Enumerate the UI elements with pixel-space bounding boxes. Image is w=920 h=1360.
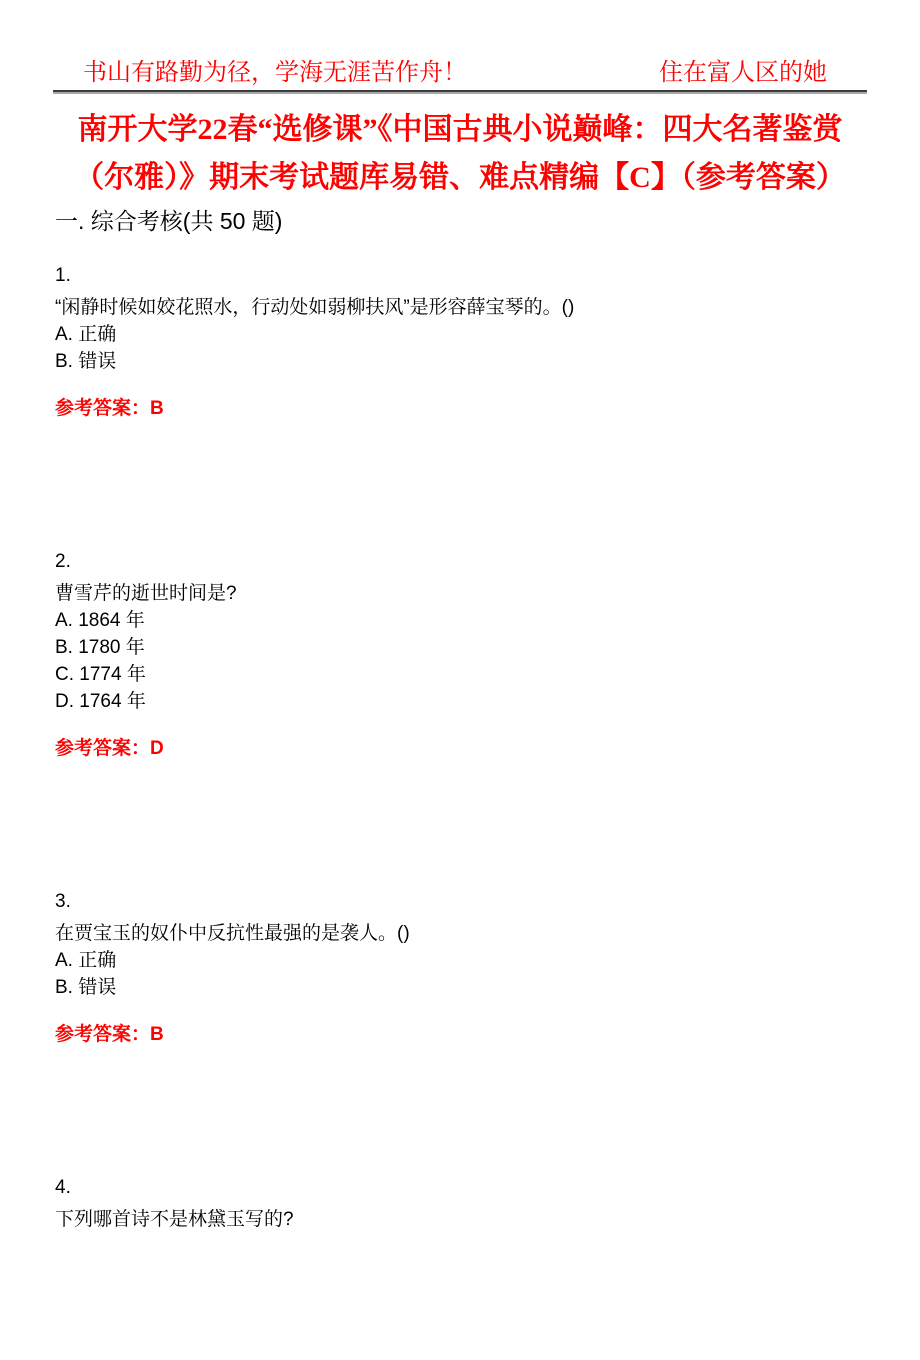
option-item: A. 1864 年 [55, 610, 145, 631]
question-text: 曹雪芹的逝世时间是? [55, 583, 237, 604]
option-item: D. 1764 年 [55, 691, 146, 712]
header-account: 住在富人区的她 [659, 60, 827, 86]
question-text: 在贾宝玉的奴仆中反抗性最强的是袭人。() [55, 923, 410, 944]
answer-text: 参考答案：B [55, 1024, 164, 1045]
header-motto: 书山有路勤为径，学海无涯苦作舟！ [83, 60, 467, 86]
question-block [55, 888, 865, 1048]
section-heading: 一. 综合考核(共 50 题) [55, 208, 283, 234]
document-page [0, 58, 920, 1360]
page-header [53, 58, 867, 94]
option-item: B. 1780 年 [55, 637, 145, 658]
question-list [55, 262, 865, 1233]
question-block [55, 548, 865, 762]
answer-text: 参考答案：B [55, 398, 164, 419]
question-block [55, 1174, 865, 1233]
option-list [55, 947, 865, 1001]
question-number: 3. [55, 891, 71, 912]
question-block [55, 262, 865, 422]
question-text: 下列哪首诗不是林黛玉写的? [55, 1209, 294, 1230]
header-row [53, 58, 867, 90]
question-text: “闲静时候如姣花照水，行动处如弱柳扶风”是形容薛宝琴的。() [55, 297, 575, 318]
option-list [55, 607, 865, 715]
option-item: A. 正确 [55, 950, 117, 971]
header-divider [53, 90, 867, 94]
option-item: A. 正确 [55, 324, 117, 345]
option-item: C. 1774 年 [55, 664, 146, 685]
question-number: 1. [55, 265, 71, 286]
answer-text: 参考答案：D [55, 738, 164, 759]
question-number: 4. [55, 1177, 71, 1198]
question-number: 2. [55, 551, 71, 572]
option-item: B. 错误 [55, 977, 117, 998]
doc-title: 南开大学22春“选修课”《中国古典小说巅峰：四大名著鉴赏（尔雅）》期末考试题库易错、难点精编【C】（参考答案） [74, 113, 846, 194]
option-list [55, 321, 865, 375]
option-item: B. 错误 [55, 351, 117, 372]
